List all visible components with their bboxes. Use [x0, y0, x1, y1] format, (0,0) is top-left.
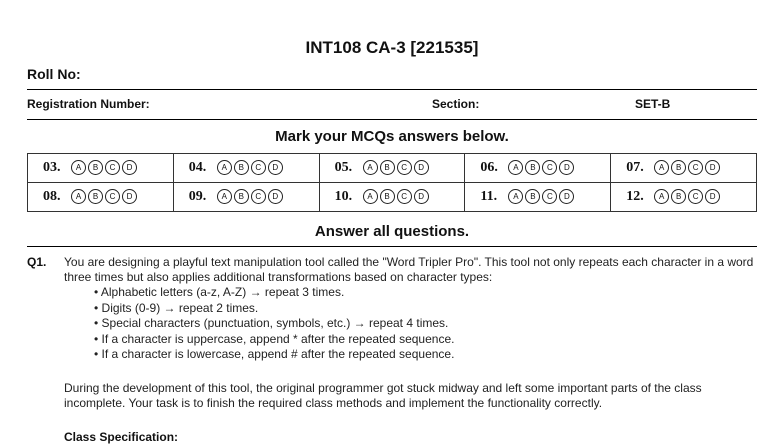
- mcq-cell: [465, 154, 611, 183]
- answer-bubble-d[interactable]: D: [122, 160, 137, 175]
- answer-bubble-b[interactable]: B: [671, 189, 686, 204]
- answer-bubble-c[interactable]: C: [688, 160, 703, 175]
- question-number: 06.: [480, 160, 498, 175]
- rules-list: [64, 285, 754, 363]
- mcq-cell: [28, 154, 174, 183]
- answer-bubble-c[interactable]: C: [542, 189, 557, 204]
- answer-bubble-a[interactable]: A: [71, 160, 86, 175]
- answer-bubble-a[interactable]: A: [654, 189, 669, 204]
- mcq-cell: [173, 183, 319, 212]
- answer-bubble-a[interactable]: A: [217, 189, 232, 204]
- answer-bubble-d[interactable]: D: [705, 189, 720, 204]
- divider: [27, 246, 757, 247]
- section-label: Section:: [432, 97, 480, 111]
- answer-bubble-c[interactable]: C: [397, 189, 412, 204]
- answer-bubble-d[interactable]: D: [705, 160, 720, 175]
- answer-bubble-d[interactable]: D: [559, 160, 574, 175]
- answer-bubble-c[interactable]: C: [397, 160, 412, 175]
- answer-bubble-b[interactable]: B: [525, 160, 540, 175]
- answer-bubble-a[interactable]: A: [363, 189, 378, 204]
- mcq-cell: [611, 183, 757, 212]
- question-number: 12.: [626, 189, 644, 204]
- answer-bubble-b[interactable]: B: [380, 189, 395, 204]
- divider: [27, 89, 757, 90]
- mcq-cell: [611, 154, 757, 183]
- answer-bubble-b[interactable]: B: [671, 160, 686, 175]
- answer-bubble-c[interactable]: C: [542, 160, 557, 175]
- rule-item: • Special characters (punctuation, symbols, etc.) → repeat 4 times.: [94, 316, 754, 332]
- answer-bubble-d[interactable]: D: [414, 189, 429, 204]
- rule-item: • Digits (0-9) → repeat 2 times.: [94, 301, 754, 317]
- mcq-cell: [173, 154, 319, 183]
- question-paragraph: During the development of this tool, the original programmer got stuck midway and left some important parts of the class incomplete. Your task is to finish the required class methods and implement the functionality correctly.: [64, 381, 702, 410]
- question-number: 07.: [626, 160, 644, 175]
- mcq-row: [28, 183, 757, 212]
- mcq-row: [28, 154, 757, 183]
- answer-bubble-a[interactable]: A: [508, 189, 523, 204]
- question-number: 03.: [43, 160, 61, 175]
- answer-bubble-d[interactable]: D: [559, 189, 574, 204]
- answer-bubble-c[interactable]: C: [105, 160, 120, 175]
- question-number: 10.: [334, 189, 353, 204]
- answer-bubble-d[interactable]: D: [268, 189, 283, 204]
- mcq-cell: [319, 154, 465, 183]
- registration-label: Registration Number:: [27, 97, 150, 111]
- answer-bubble-a[interactable]: A: [363, 160, 378, 175]
- answer-bubble-c[interactable]: C: [688, 189, 703, 204]
- mcq-cell: [465, 183, 611, 212]
- answer-bubble-b[interactable]: B: [525, 189, 540, 204]
- answer-bubble-d[interactable]: D: [122, 189, 137, 204]
- mcq-answer-grid: [27, 153, 757, 212]
- answer-bubble-d[interactable]: D: [414, 160, 429, 175]
- answer-bubble-b[interactable]: B: [88, 189, 103, 204]
- mcq-heading: Mark your MCQs answers below.: [275, 128, 509, 145]
- divider: [27, 119, 757, 120]
- registration-row: [27, 97, 757, 115]
- class-spec-label: Class Specification:: [64, 430, 179, 444]
- question-number: 11.: [480, 189, 498, 204]
- exam-title: INT108 CA-3 [221535]: [305, 38, 479, 57]
- answer-bubble-c[interactable]: C: [251, 189, 266, 204]
- question-number: 08.: [43, 189, 61, 204]
- answer-bubble-b[interactable]: B: [380, 160, 395, 175]
- answer-bubble-b[interactable]: B: [88, 160, 103, 175]
- answer-bubble-b[interactable]: B: [234, 189, 249, 204]
- mcq-cell: [28, 183, 174, 212]
- answer-bubble-a[interactable]: A: [654, 160, 669, 175]
- rule-item: • If a character is uppercase, append * after the repeated sequence.: [94, 332, 754, 348]
- mcq-cell: [319, 183, 465, 212]
- question-number: 04.: [188, 160, 207, 175]
- roll-number-label: Roll No:: [27, 66, 81, 82]
- answer-bubble-a[interactable]: A: [217, 160, 232, 175]
- set-label: SET-B: [635, 97, 671, 111]
- answer-bubble-d[interactable]: D: [268, 160, 283, 175]
- rule-item: • If a character is lowercase, append # after the repeated sequence.: [94, 347, 754, 363]
- question-number: 05.: [334, 160, 353, 175]
- answer-bubble-c[interactable]: C: [105, 189, 120, 204]
- answer-bubble-a[interactable]: A: [508, 160, 523, 175]
- question-body: [64, 255, 754, 363]
- question-intro: You are designing a playful text manipulation tool called the "Word Tripler Pro". This tool not only repeats each character in a word three times but also applies additional transformations based on character types:: [64, 255, 754, 284]
- answer-bubble-b[interactable]: B: [234, 160, 249, 175]
- rule-item: • Alphabetic letters (a-z, A-Z) → repeat 3 times.: [94, 285, 754, 301]
- question-number: 09.: [188, 189, 207, 204]
- answers-heading: Answer all questions.: [314, 223, 470, 240]
- question-label: Q1.: [27, 255, 47, 269]
- answer-bubble-a[interactable]: A: [71, 189, 86, 204]
- answer-bubble-c[interactable]: C: [251, 160, 266, 175]
